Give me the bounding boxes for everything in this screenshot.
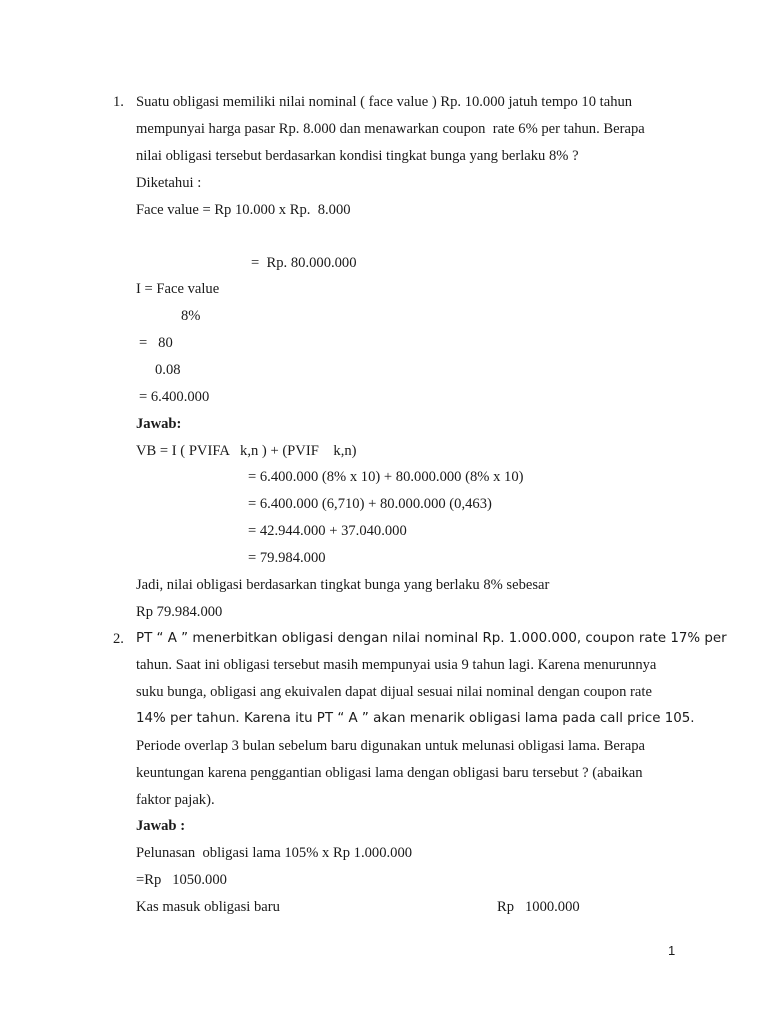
q1-i-eq2: 0.08 (155, 362, 181, 378)
q2-question-line-3: suku bunga, obligasi ang ekuivalen dapat dijual sesuai nilai nominal dengan coupon rate (136, 684, 652, 700)
q1-i-eq1: = 80 (139, 335, 173, 351)
q1-face-value-result: = Rp. 80.000.000 (251, 255, 357, 271)
q2-question-line-5: Periode overlap 3 bulan sebelum baru digunakan untuk melunasi obligasi lama. Berapa (136, 738, 646, 754)
q2-answer-label: Jawab : (136, 818, 186, 834)
q2-repayment-result: =Rp 1050.000 (136, 872, 227, 888)
q1-given-label: Diketahui : (136, 175, 202, 191)
q2-question-line-2: tahun. Saat ini obligasi tersebut masih mempunyai usia 9 tahun lagi. Karena menurunnya (136, 657, 657, 673)
q1-i-line: I = Face value (136, 281, 220, 297)
q1-step-2: = 6.400.000 (6,710) + 80.000.000 (0,463) (248, 496, 492, 512)
q1-question-line-3: nilai obligasi tersebut berdasarkan kondisi tingkat bunga yang berlaku 8% ? (136, 148, 579, 164)
q2-repayment-line: Pelunasan obligasi lama 105% x Rp 1.000.000 (136, 845, 413, 861)
q2-question-line-6: keuntungan karena penggantian obligasi lama dengan obligasi baru tersebut ? (abaikan (136, 765, 643, 781)
q2-number: 2. (113, 631, 124, 647)
q1-i-result: = 6.400.000 (139, 389, 210, 405)
q1-step-4: = 79.984.000 (248, 550, 326, 566)
q1-conclusion-line-2: Rp 79.984.000 (136, 604, 223, 620)
q1-step-3: = 42.944.000 + 37.040.000 (248, 523, 407, 539)
page-number: 1 (668, 943, 676, 958)
q2-cash-in-value: Rp 1000.000 (497, 899, 580, 915)
q1-step-1: = 6.400.000 (8% x 10) + 80.000.000 (8% x 10) (248, 469, 524, 485)
q1-vb-formula: VB = I ( PVIFA k,n ) + (PVIF k,n) (136, 443, 357, 459)
q1-answer-label: Jawab: (136, 416, 182, 432)
q1-question-line-1: Suatu obligasi memiliki nilai nominal ( face value ) Rp. 10.000 jatuh tempo 10 tahun (136, 94, 633, 110)
q1-conclusion-line-1: Jadi, nilai obligasi berdasarkan tingkat bunga yang berlaku 8% sebesar (136, 577, 550, 593)
q1-face-value-line: Face value = Rp 10.000 x Rp. 8.000 (136, 202, 351, 218)
q2-question-line-4: 14% per tahun. Karena itu PT “ A ” akan menarik obligasi lama pada call price 105. (136, 711, 695, 726)
q1-number: 1. (113, 94, 124, 110)
q1-i-rate: 8% (181, 308, 201, 324)
q2-cash-in-label: Kas masuk obligasi baru (136, 899, 280, 915)
q1-question-line-2: mempunyai harga pasar Rp. 8.000 dan menawarkan coupon rate 6% per tahun. Berapa (136, 121, 645, 137)
q2-question-line-7: faktor pajak). (136, 792, 215, 808)
q2-question-line-1: PT “ A ” menerbitkan obligasi dengan nilai nominal Rp. 1.000.000, coupon rate 17% per (136, 631, 727, 646)
